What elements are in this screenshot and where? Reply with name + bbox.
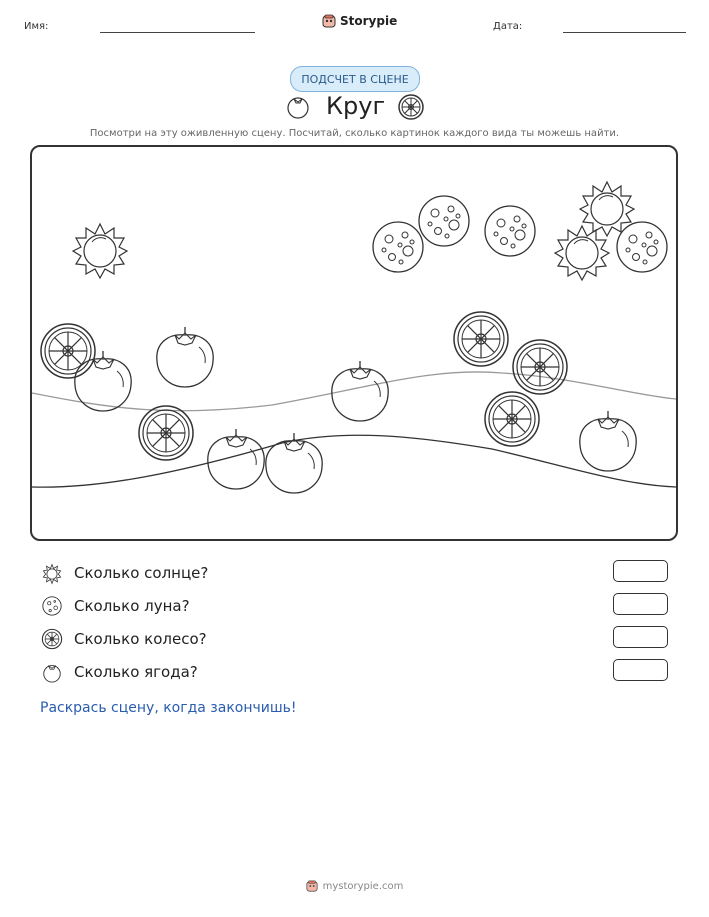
berry-item <box>580 411 636 471</box>
section-badge: ПОДСЧЕТ В СЦЕНЕ <box>290 66 420 92</box>
answer-box-berry[interactable] <box>613 659 668 681</box>
answer-box-wheel[interactable] <box>613 626 668 648</box>
moon-item <box>617 222 667 272</box>
counting-scene <box>30 145 678 541</box>
question-moon: Сколько луна? <box>74 597 190 615</box>
wheel-icon <box>41 628 63 650</box>
instructions: Посмотри на эту оживленную сцену. Посчитай, сколько картинок каждого вида ты можешь найти. <box>89 128 620 139</box>
moon-item <box>485 206 535 256</box>
name-line[interactable] <box>100 32 255 33</box>
storypie-mascot-small-icon <box>306 880 318 892</box>
color-instruction: Раскрась сцену, когда закончишь! <box>40 700 297 716</box>
question-wheel: Сколько колесо? <box>74 630 207 648</box>
moon-icon <box>41 595 63 617</box>
storypie-logo <box>322 14 397 28</box>
sun-item <box>73 224 127 278</box>
sun-icon <box>41 563 63 585</box>
answer-box-moon[interactable] <box>613 593 668 615</box>
name-label: Имя: <box>24 21 49 32</box>
moon-item <box>419 196 469 246</box>
storypie-mascot-icon <box>322 14 336 28</box>
wheel-item <box>139 406 193 460</box>
question-sun: Сколько солнце? <box>74 564 209 582</box>
wheel-item <box>41 324 95 378</box>
moon-item <box>373 222 423 272</box>
berry-item <box>266 433 322 493</box>
site-url[interactable]: mystorypie.com <box>322 880 404 892</box>
date-label: Дата: <box>493 21 523 32</box>
berry-icon <box>41 661 63 683</box>
wheel-item <box>513 340 567 394</box>
scene-drawing <box>32 147 676 539</box>
wheel-item <box>454 312 508 366</box>
wheel-title-icon <box>397 93 425 121</box>
berry-item <box>157 327 213 387</box>
page-title: Круг <box>326 92 386 120</box>
site-footer <box>0 880 709 892</box>
question-berry: Сколько ягода? <box>74 663 198 681</box>
date-line[interactable] <box>563 32 686 33</box>
berry-title-icon <box>285 93 311 119</box>
sun-item <box>555 226 609 280</box>
answer-box-sun[interactable] <box>613 560 668 582</box>
logo-text: Storypie <box>340 14 398 28</box>
wheel-item <box>485 392 539 446</box>
berry-item <box>208 429 264 489</box>
